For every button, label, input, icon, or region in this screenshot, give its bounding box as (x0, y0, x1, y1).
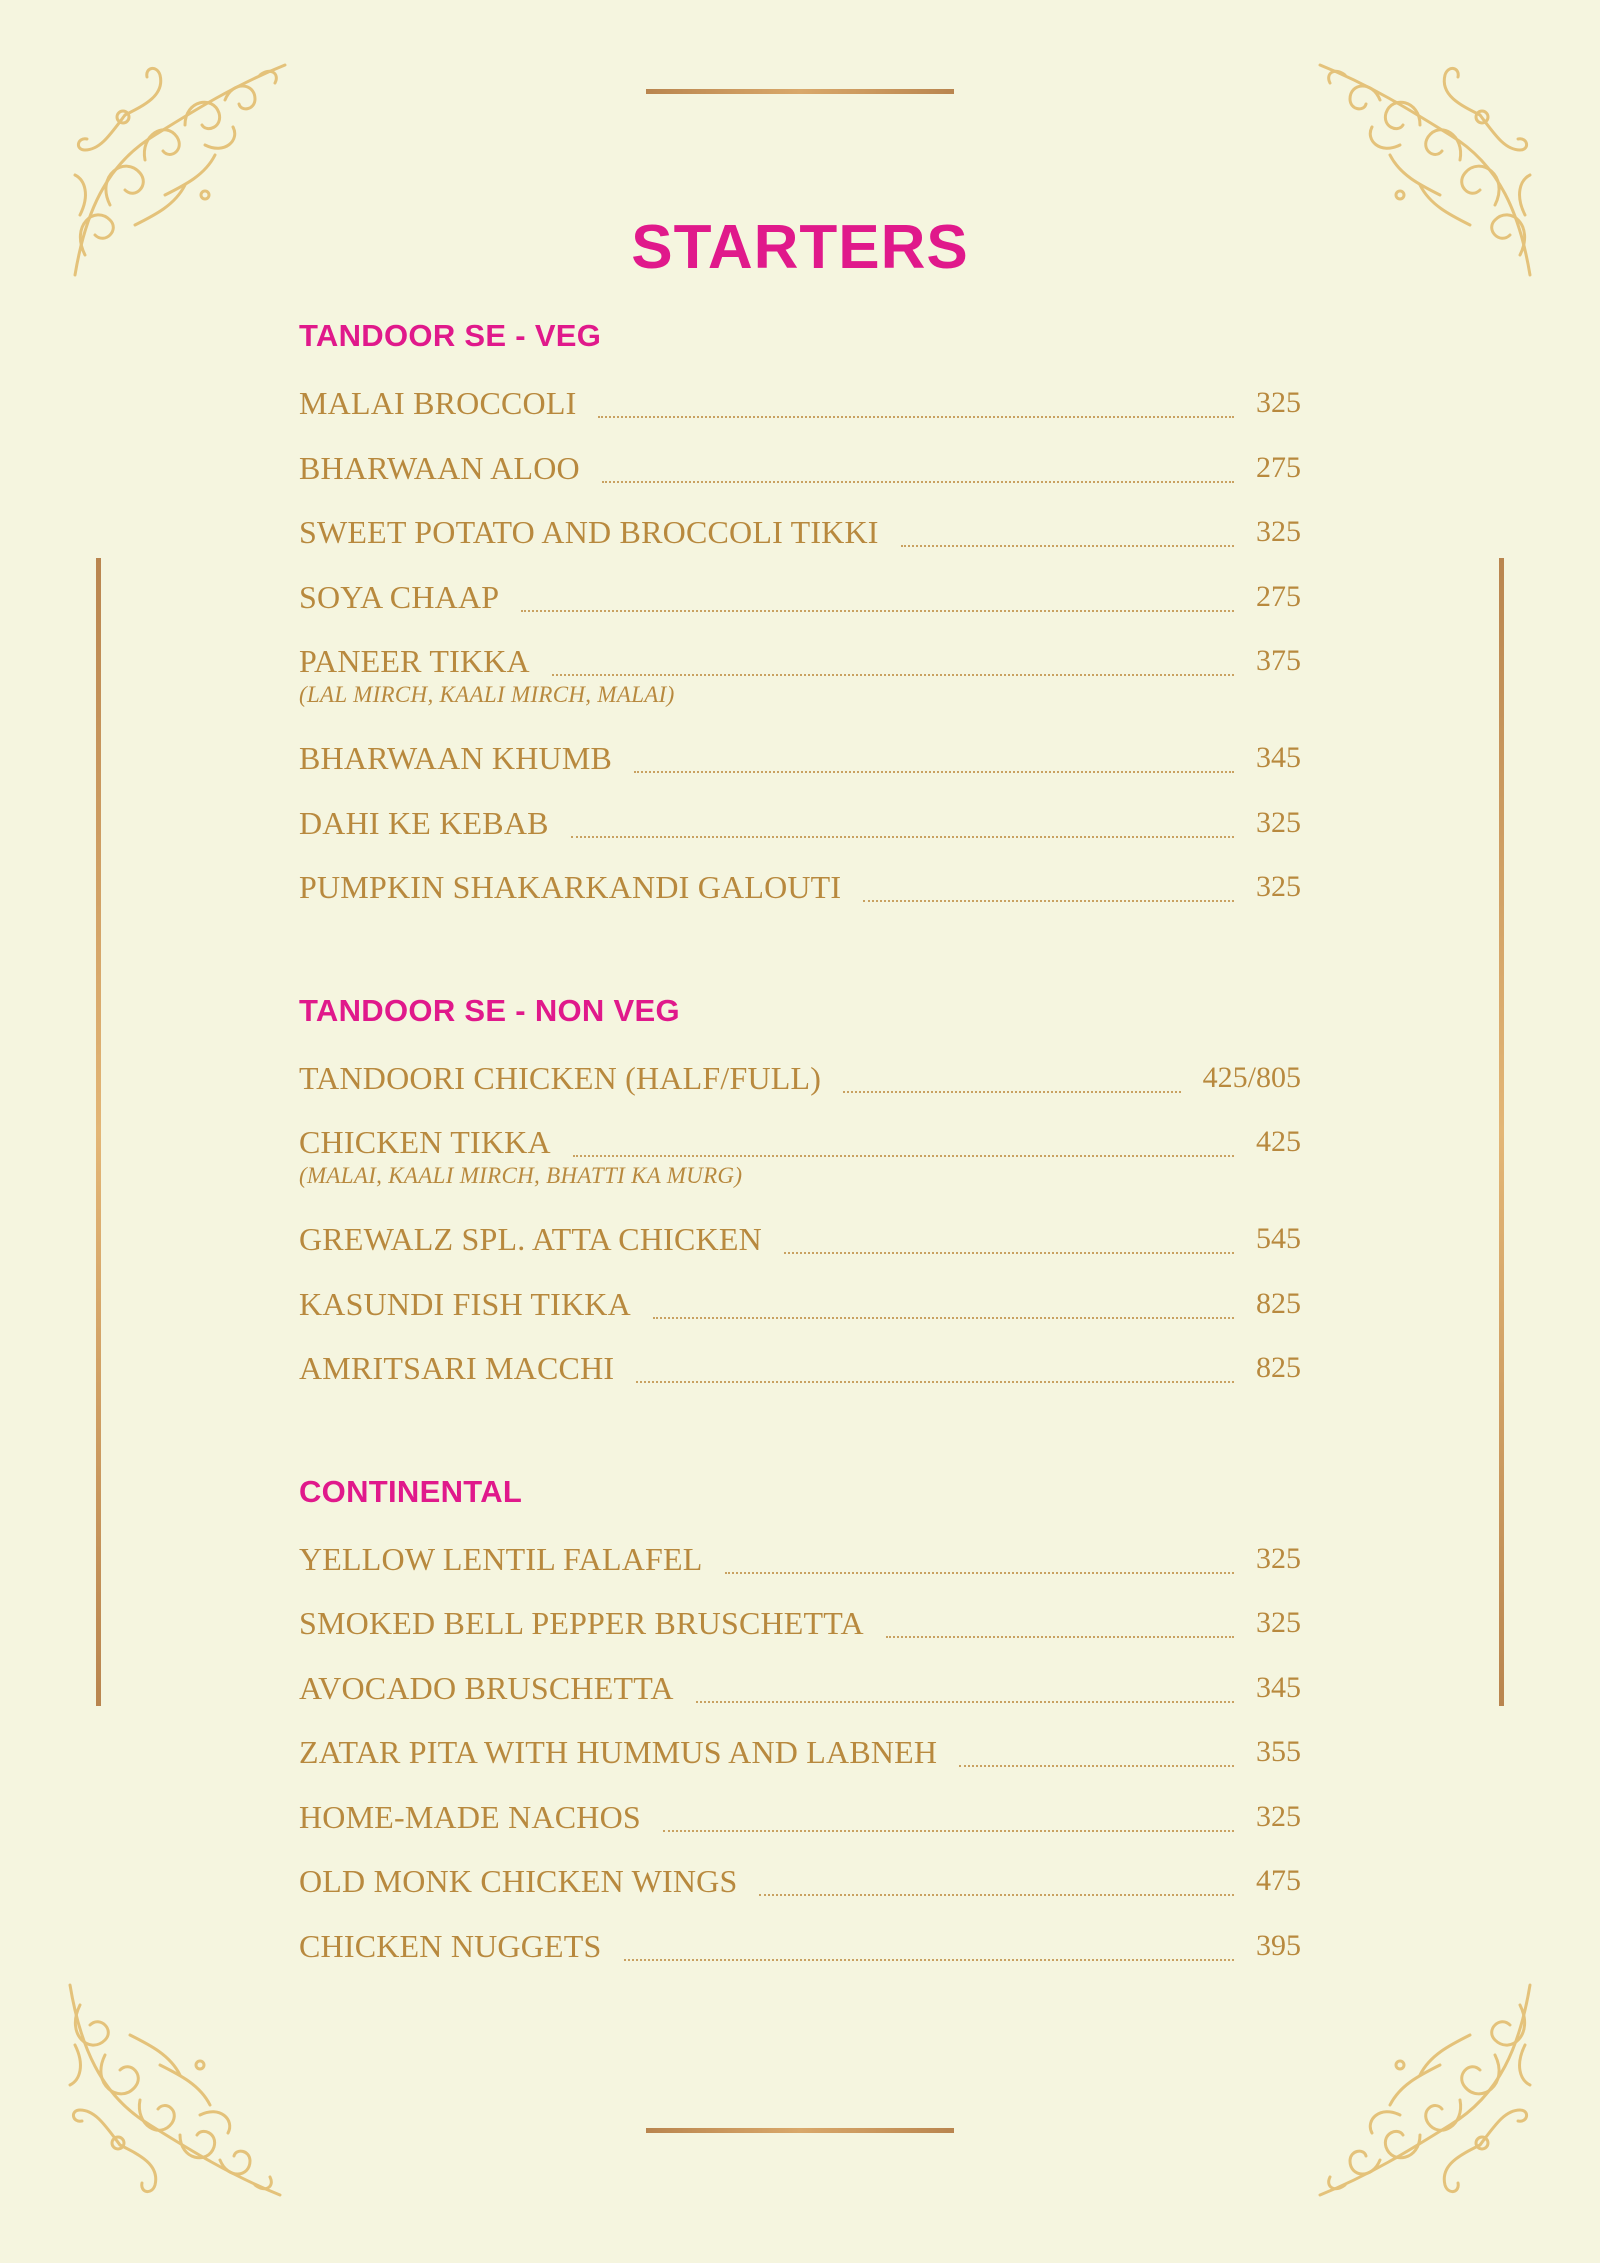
menu-item-price: 475 (1256, 1864, 1301, 1897)
menu-item-name: GREWALZ SPL. ATTA CHICKEN (299, 1221, 762, 1257)
menu-item-row (299, 382, 1301, 424)
menu-item-row (299, 802, 1301, 844)
menu-item-price: 325 (1256, 805, 1301, 839)
section-title: TANDOOR SE - VEG (299, 318, 602, 353)
menu-item-name: BHARWAAN KHUMB (299, 740, 613, 776)
menu-item (299, 1731, 1301, 1796)
menu-item-row (299, 1925, 1301, 1967)
menu-item-price: 425/805 (1202, 1060, 1301, 1094)
menu-item-price: 375 (1256, 644, 1301, 677)
menu-item-name: HOME-MADE NACHOS (299, 1798, 641, 1835)
menu-item-price: 325 (1256, 1541, 1301, 1575)
dot-leader (959, 1765, 1234, 1767)
menu-item-row (299, 1347, 1301, 1389)
menu-item-price: 395 (1256, 1928, 1301, 1962)
dot-leader (901, 545, 1234, 547)
menu-item-price: 275 (1256, 579, 1301, 613)
menu-item (299, 1538, 1301, 1603)
menu-item-name: PANEER TIKKA (299, 643, 530, 679)
menu-section (299, 987, 1301, 1412)
menu-item (299, 1057, 1301, 1122)
menu-item-row (299, 1538, 1301, 1580)
dot-leader (571, 836, 1234, 838)
menu-item-name: TANDOORI CHICKEN (HALF/FULL) (299, 1059, 822, 1096)
menu-item-note: (LAL MIRCH, KAALI MIRCH, MALAI) (299, 682, 675, 707)
menu-item-name: MALAI BROCCOLI (299, 385, 577, 421)
menu-item-name: DAHI KE KEBAB (299, 804, 549, 841)
menu-item-note: (MALAI, KAALI MIRCH, BHATTI KA MURG) (299, 1163, 743, 1188)
menu-item-name: CHICKEN TIKKA (299, 1124, 551, 1160)
menu-item-name: AVOCADO BRUSCHETTA (299, 1669, 674, 1706)
menu-item-row (299, 1218, 1301, 1260)
menu-item-price: 355 (1256, 1735, 1301, 1768)
menu-item-name: OLD MONK CHICKEN WINGS (299, 1863, 738, 1899)
dot-leader (784, 1252, 1234, 1254)
dot-leader (886, 1636, 1234, 1638)
menu-item-name: BHARWAAN ALOO (299, 449, 580, 486)
menu-item-price: 325 (1256, 386, 1301, 419)
menu-item (299, 866, 1301, 931)
menu-section (299, 1468, 1301, 1990)
ornament-icon (1310, 1975, 1540, 2205)
menu-item (299, 447, 1301, 512)
menu-item-name: KASUNDI FISH TIKKA (299, 1285, 631, 1322)
menu-item-row (299, 576, 1301, 618)
menu-item-row (299, 866, 1301, 908)
menu-item-row (299, 1731, 1301, 1773)
dot-leader (663, 1830, 1234, 1832)
dot-leader (725, 1572, 1234, 1574)
menu-item (299, 1860, 1301, 1925)
section-title: TANDOOR SE - NON VEG (299, 992, 680, 1028)
menu-item-price: 545 (1256, 1222, 1301, 1255)
menu-item (299, 1796, 1301, 1861)
menu-item (299, 1602, 1301, 1667)
menu-item-name: AMRITSARI MACCHI (299, 1350, 615, 1386)
menu-item (299, 1347, 1301, 1412)
menu-item-row (299, 1057, 1301, 1099)
menu-item-name: CHICKEN NUGGETS (299, 1927, 602, 1964)
dot-leader (759, 1894, 1234, 1896)
menu-item-row (299, 1602, 1301, 1644)
bottom-decorative-rule (646, 2128, 954, 2133)
menu-item (299, 576, 1301, 641)
menu-item-price: 425 (1256, 1125, 1301, 1158)
menu-item-name: YELLOW LENTIL FALAFEL (299, 1540, 703, 1577)
menu-item-row (299, 737, 1301, 779)
dot-leader (552, 674, 1234, 676)
menu-content (299, 312, 1301, 2045)
menu-item-price: 345 (1256, 741, 1301, 774)
menu-item-row (299, 511, 1301, 553)
dot-leader (573, 1155, 1234, 1157)
dot-leader (624, 1959, 1234, 1961)
dot-leader (636, 1381, 1234, 1383)
menu-item-price: 345 (1256, 1670, 1301, 1704)
menu-item-price: 325 (1256, 1799, 1301, 1833)
left-border-bar (96, 558, 101, 1706)
menu-item-row (299, 1667, 1301, 1709)
menu-item-price: 325 (1256, 1606, 1301, 1639)
dot-leader (653, 1317, 1234, 1319)
menu-item (299, 1667, 1301, 1732)
dot-leader (598, 416, 1234, 418)
menu-item-price: 275 (1256, 450, 1301, 484)
menu-item-name: SWEET POTATO AND BROCCOLI TIKKI (299, 514, 879, 550)
dot-leader (634, 771, 1234, 773)
menu-item (299, 1218, 1301, 1283)
menu-item-row (299, 1796, 1301, 1838)
section-title: CONTINENTAL (299, 1473, 523, 1509)
page-title: STARTERS (631, 213, 969, 282)
menu-item (299, 511, 1301, 576)
menu-item (299, 1121, 1301, 1218)
menu-item-name: SOYA CHAAP (299, 578, 500, 615)
menu-item-row (299, 640, 1301, 682)
menu-item (299, 1925, 1301, 1990)
menu-item-name: SMOKED BELL PEPPER BRUSCHETTA (299, 1605, 864, 1641)
corner-ornament-bottom-left (60, 1975, 290, 2205)
menu-item-row (299, 1121, 1301, 1163)
menu-item-row (299, 1283, 1301, 1325)
menu-item (299, 802, 1301, 867)
dot-leader (843, 1091, 1181, 1093)
menu-item-price: 825 (1256, 1351, 1301, 1384)
dot-leader (696, 1701, 1234, 1703)
menu-item-price: 825 (1256, 1286, 1301, 1320)
dot-leader (602, 481, 1234, 483)
menu-item (299, 1283, 1301, 1348)
corner-ornament-bottom-right (1310, 1975, 1540, 2205)
right-border-bar (1499, 558, 1504, 1706)
menu-item (299, 737, 1301, 802)
top-decorative-rule (646, 89, 954, 94)
menu-item (299, 382, 1301, 447)
menu-item-price: 325 (1256, 870, 1301, 903)
menu-item-row (299, 447, 1301, 489)
menu-item-name: ZATAR PITA WITH HUMMUS AND LABNEH (299, 1734, 938, 1770)
dot-leader (521, 610, 1234, 612)
menu-item-row (299, 1860, 1301, 1902)
menu-item-price: 325 (1256, 515, 1301, 548)
menu-section (299, 312, 1301, 931)
menu-item-name: PUMPKIN SHAKARKANDI GALOUTI (299, 869, 842, 905)
dot-leader (863, 900, 1234, 902)
menu-item (299, 640, 1301, 737)
ornament-icon (60, 1975, 290, 2205)
